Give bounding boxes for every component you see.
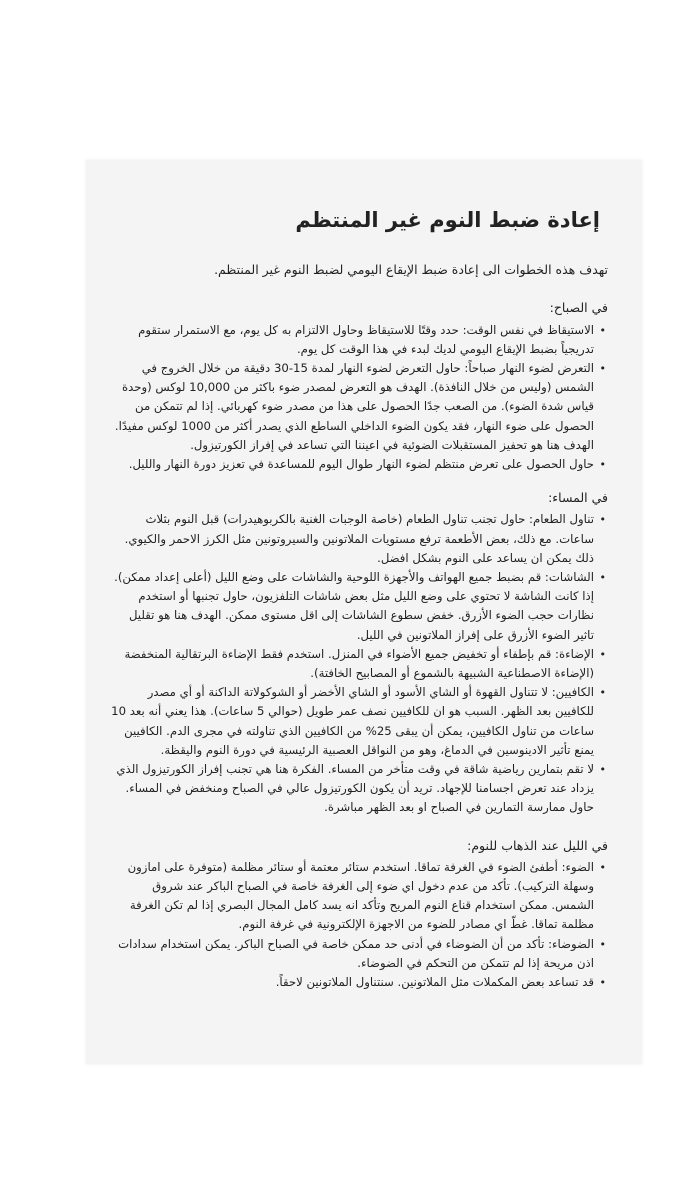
night-heading: في الليل عند الذهاب للنوم: — [467, 837, 608, 853]
bullet-icon: • — [599, 937, 606, 951]
bullet-icon: • — [599, 323, 606, 337]
list-item — [108, 645, 608, 683]
evening-list — [108, 510, 608, 817]
list-item — [108, 935, 608, 973]
list-item — [108, 321, 608, 359]
list-item — [108, 760, 608, 818]
morning-heading: في الصباح: — [549, 300, 608, 316]
bullet-icon: • — [599, 647, 606, 661]
list-item — [108, 858, 608, 935]
list-item — [108, 510, 608, 568]
bullet-icon: • — [599, 976, 606, 990]
night-list — [108, 858, 608, 992]
list-item — [108, 568, 608, 645]
bullet-icon: • — [599, 763, 606, 777]
bullet-icon: • — [599, 513, 606, 527]
list-item-text: قد تساعد بعض المكملات مثل الملاتونين. سنتناول الملاتونين لاحقاً. — [275, 975, 594, 990]
list-item — [108, 455, 608, 474]
list-item-text: تناول الطعام: حاول تجنب تناول الطعام (خاصة الوجبات الغنية بالكربوهيدرات) قبل النوم بثلاث ساعات. مع ذلك، بعض الأطعمة ترفع مستويات الملاتونين والسيروتونين مثل الكرز الاحمر والكيوي. ذلك يمكن ان يساعد على النوم بشكل افضل. — [124, 512, 594, 565]
list-item-text: الشاشات: قم بضبط جميع الهواتف والأجهزة اللوحية والشاشات على وضع الليل (أعلى إعداد ممكن). إذا كانت الشاشة لا تحتوي على وضع الليل مثل بعض شاشات التلفزيون، حاول تجنبها أو استخدم نظارات حجب الضوء الأزرق. خفض سطوع الشاشات إلى اقل مستوى ممكن. الهدف هنا هو تقليل تاثير الضوء الأزرق على إفراز الملاتونين في الليل. — [114, 569, 594, 642]
bullet-icon: • — [599, 860, 606, 874]
list-item-text: الإضاءة: قم بإطفاء أو تخفيض جميع الأضواء في المنزل. استخدم فقط الإضاءة البرتقالية المنخفضة (الإضاءة الاصطناعية الشبيهة بالشموع أو المصابيح الخافتة). — [124, 646, 594, 680]
evening-heading: في المساء: — [548, 490, 608, 506]
list-item-text: لا تقم بتمارين رياضية شاقة في وقت متأخر من المساء. الفكرة هنا هي تجنب إفراز الكورتيزول الذي يزداد عند تعرض اجسامنا للإجهاد. تريد أن يكون الكورتيزول عالي في الصباح ومنخفض في المساء. حاول ممارسة التمارين في الصباح او بعد الظهر مباشرة. — [116, 762, 594, 815]
bullet-icon: • — [599, 457, 606, 471]
intro-paragraph: تهدف هذه الخطوات الى إعادة ضبط الإيقاع اليومي لضبط النوم غير المنتظم. — [214, 262, 608, 277]
list-item-text: الضوضاء: تأكد من أن الضوضاء في أدنى حد ممكن خاصة في الصباح الباكر. يمكن استخدام سدادات اذن مريحة إذا لم تتمكن من التحكم في الضوضاء. — [118, 936, 594, 970]
document-title: إعادة ضبط النوم غير المنتظم — [295, 208, 600, 232]
list-item — [108, 973, 608, 992]
bullet-icon: • — [599, 570, 606, 584]
morning-list — [108, 321, 608, 475]
bullet-icon: • — [599, 686, 606, 700]
list-item-text: الكافيين: لا تتناول القهوة أو الشاي الأسود أو الشاي الأخضر أو الشوكولاتة الداكنة أو أي مصدر للكافيين بعد الظهر. السبب هو ان للكافيين نصف عمر طويل (حوالي 5 ساعات). هذا يعني أنه بعد 10 ساعات من تناول الكافيين، يمكن أن يبقى 25% من الكافيين الذي تناولته في مجرى الدم. الكافيين يمنع تأثير الادينوسين في الدماغ، وهو من النواقل العصبية الرئيسية في دورة النوم واليقظة. — [111, 685, 594, 757]
document-body — [108, 208, 608, 992]
bullet-icon: • — [599, 361, 606, 375]
list-item-text: التعرض لضوء النهار صباحاً: حاول التعرض لضوء النهار لمدة 15-30 دقيقة من خلال الخروج في الشمس (وليس من خلال النافذة). الهدف هو التعرض لمصدر ضوء باكثر من 10,000 لوكس (وحدة قياس شدة الضوء). من الصعب جدًا الحصول على هذا من مصدر ضوء كهربائي. إذا لم تتمكن من الحصول على ضوء النهار، فقد يكون الضوء الداخلي الساطع الذي يصدر أكثر من 1000 لوكس مفيدًا. الهدف هنا هو تحفيز المستقبلات الضوئية في اعيننا التي تساعد في إفراز الكورتيزول. — [114, 360, 594, 452]
list-item-text: الاستيقاظ في نفس الوقت: حدد وقتًا للاستيقاظ وحاول الالتزام به كل يوم، مع الاستمرار ستقوم تدريجياً بضبط الإيقاع اليومي لديك لبدء في هذا الوقت كل يوم. — [138, 322, 594, 356]
list-item-text: الضوء: أطفئ الضوء في الغرفة تماقا. استخدم ستائر معتمة أو ستائر مظلمة (متوفرة على امازون وسهلة التركيب). تأكد من عدم دخول اي ضوء إلى الغرفة خاصة في الصباح الباكر عند شروق الشمس. ممكن استخدام قناع النوم المريح وتأكد انه يسد كامل المجال البصري إذا لم تكن الغرفة مظلمة تماقا. غطّ اي مصادر للضوء من الاجهزة الإلكترونية في غرفة النوم. — [127, 859, 594, 932]
list-item — [108, 359, 608, 455]
list-item-text: حاول الحصول على تعرض منتظم لضوء النهار طوال اليوم للمساعدة في تعزيز دورة النهار والليل. — [128, 456, 594, 471]
list-item — [108, 683, 608, 760]
